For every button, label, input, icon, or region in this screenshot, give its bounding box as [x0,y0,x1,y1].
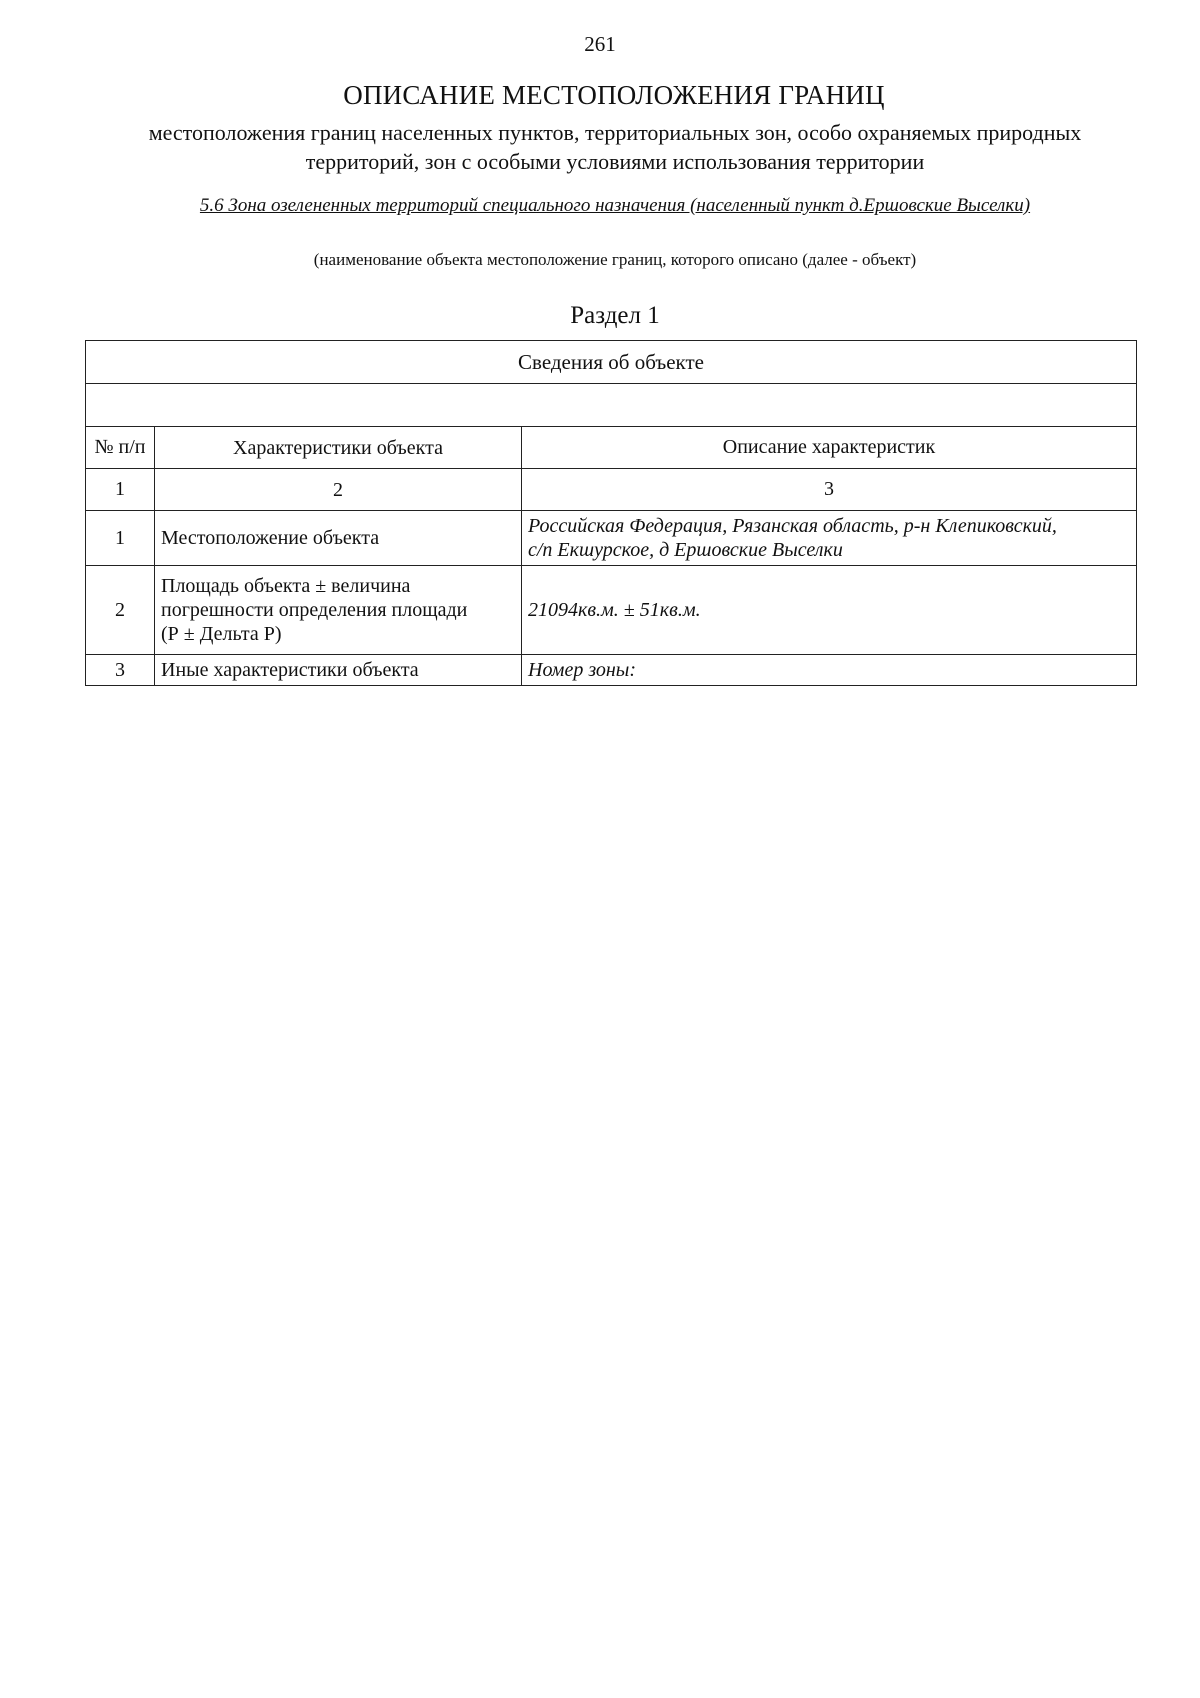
column-number: 2 [155,469,522,511]
table-row [86,566,1137,655]
row-description: Номер зоны: [522,655,1137,686]
table-column-numbers [86,469,1137,511]
document-title: ОПИСАНИЕ МЕСТОПОЛОЖЕНИЯ ГРАНИЦ [343,80,885,110]
row-number: 3 [86,655,155,686]
object-name-caption: (наименование объекта местоположение границ, которого описано (далее - объект) [313,250,917,269]
subtitle-line: территорий, зон с особыми условиями использования территории [305,149,925,174]
row-number: 1 [86,511,155,566]
table-blank-cell [86,384,1137,427]
column-number: 3 [522,469,1137,511]
table-blank-row [86,384,1137,427]
row-characteristic: Иные характеристики объекта [155,655,522,686]
row-characteristic: Местоположение объекта [155,511,522,566]
row-characteristic [155,566,522,655]
table-row [86,511,1137,566]
document-subtitle [90,118,1140,176]
characteristic-line: Площадь объекта ± величина [161,575,411,597]
page-number: 261 [584,32,616,56]
column-header-characteristic: Характеристики объекта [155,427,522,469]
column-header-description: Описание характеристик [522,427,1137,469]
row-number: 2 [86,566,155,655]
description-line: Российская Федерация, Рязанская область, р-н Клепиковский, [528,515,1057,537]
row-description: 21094кв.м. ± 51кв.м. [522,566,1137,655]
table-header: Сведения об объекте [86,341,1137,384]
description-line: с/п Екшурское, д Ершовские Выселки [528,539,843,561]
object-name: 5.6 Зона озелененных территорий специального назначения (населенный пункт д.Ершовские Выселки) [199,195,1031,216]
object-info-table [85,340,1137,686]
column-header-number: № п/п [86,427,155,469]
table-row [86,655,1137,686]
section-title: Раздел 1 [570,302,660,329]
subtitle-line: местоположения границ населенных пунктов, территориальных зон, особо охраняемых природных [148,120,1082,145]
characteristic-line: (Р ± Дельта Р) [161,623,282,645]
characteristic-line: погрешности определения площади [161,599,468,621]
table-header-row [86,341,1137,384]
row-description [522,511,1137,566]
table-column-headers [86,427,1137,469]
column-number: 1 [86,469,155,511]
